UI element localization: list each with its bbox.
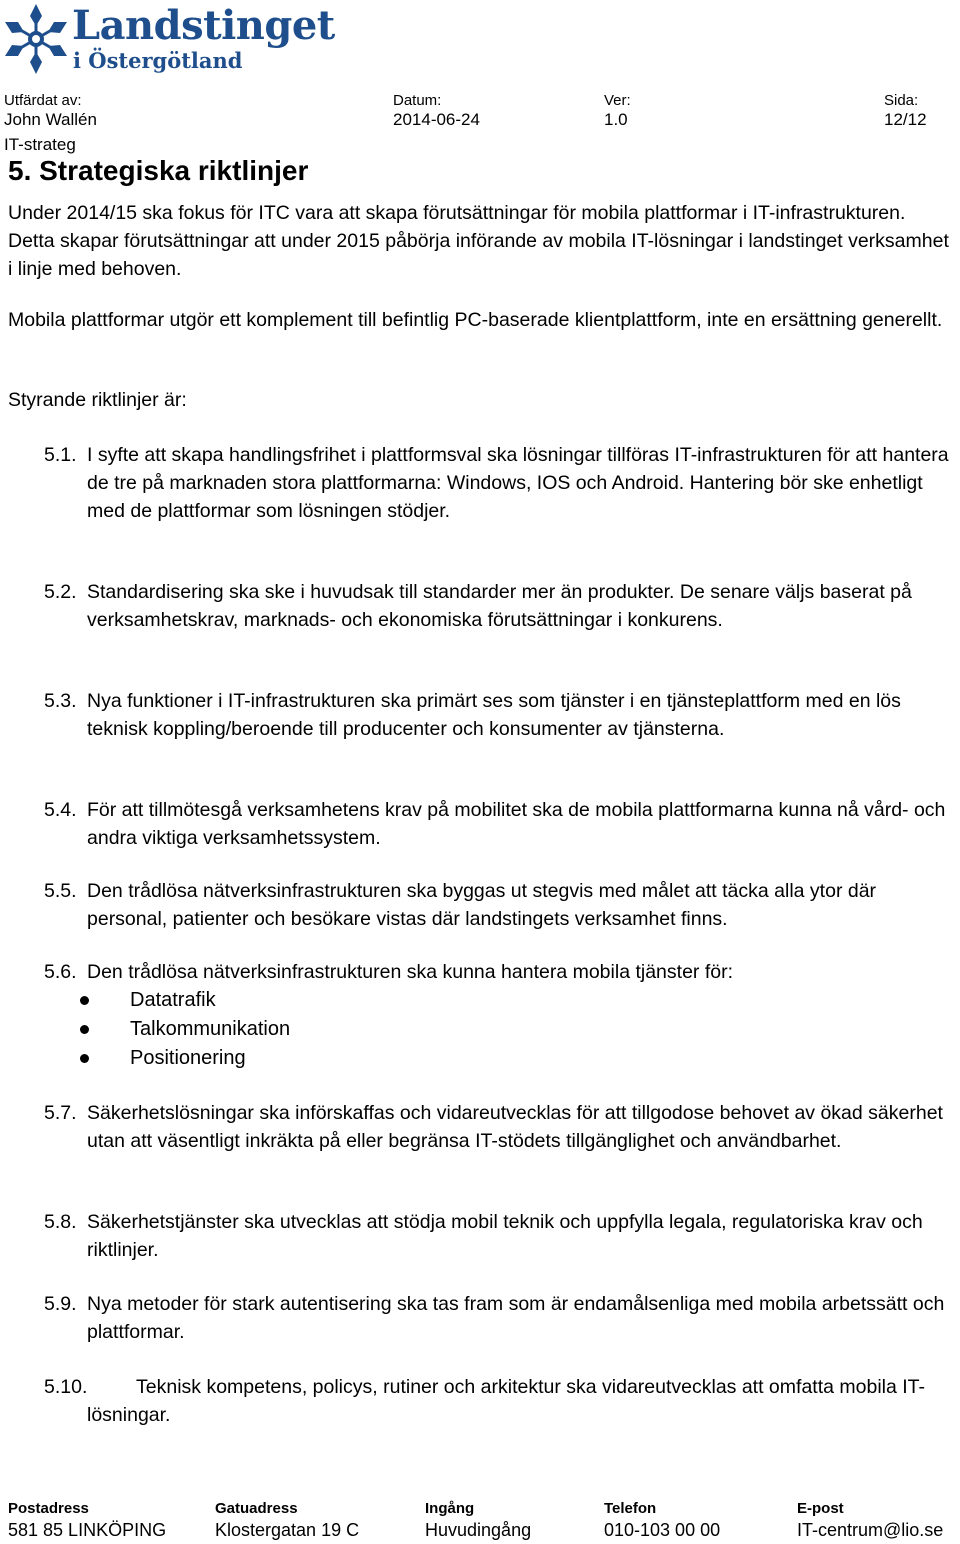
section-heading: 5. Strategiska riktlinjer [8,155,309,186]
guideline-text: Teknisk kompetens, policys, rutiner och arkitektur ska vidareutvecklas att omfatta mobila IT-lösningar. [87,1376,925,1426]
guideline-number: 5.9. [44,1293,77,1315]
guideline-text: Säkerhetstjänster ska utvecklas att stödja mobil teknik och uppfylla legala, regulatoriska krav och riktlinjer. [87,1211,923,1261]
logo-subtitle: i Östergötland [73,48,243,73]
guideline-item [44,441,956,525]
snowflake-emblem-icon [2,2,70,76]
footer-gatuadress-label: Gatuadress [215,1500,298,1517]
list-item [80,1044,290,1073]
organization-logo [0,0,335,80]
issued-by-label: Utfärdat av: [4,92,82,109]
guideline-number: 5.8. [44,1211,77,1233]
guideline-item [44,877,956,933]
complement-paragraph: Mobila plattformar utgör ett komplement till befintlig PC-baserade klientplattform, inte en ersättning generellt. [8,309,943,331]
guideline-number: 5.6. [44,961,77,983]
guideline-number: 5.7. [44,1102,77,1124]
list-item-label: Datatrafik [130,989,216,1011]
page-label: Sida: [884,92,919,109]
date-value: 2014-06-24 [393,110,480,129]
guideline-number: 5.3. [44,690,77,712]
version-value: 1.0 [604,110,628,129]
footer-telefon-value: 010-103 00 00 [604,1520,721,1540]
guideline-item [44,578,956,634]
guidelines-intro: Styrande riktlinjer är: [8,389,187,411]
footer-telefon-label: Telefon [604,1500,657,1517]
guideline-text: För att tillmötesgå verksamhetens krav på mobilitet ska de mobila plattformarna kunna nå vård- och andra viktiga verksamhetssystem. [87,799,946,849]
issued-by-unit: IT-strateg [4,135,76,154]
guideline-text: I syfte att skapa handlingsfrihet i plattformsval ska lösningar tillföras IT-infrastrukturen för att hantera de tre på marknaden stora plattformarna: Windows, IOS och Android. Hantering bör ske enhetligt med de plattformar som lösningen stödjer. [87,444,949,522]
guideline-number: 5.4. [44,799,77,821]
footer-ingang-label: Ingång [425,1500,475,1517]
intro-paragraph: Under 2014/15 ska fokus för ITC vara att skapa förutsättningar för mobila plattformar i IT-infrastrukturen. Detta skapar förutsättningar att under 2015 påbörja införande av mobila IT-lösningar i landstinget verksamhet i linje med behoven. [8,202,949,280]
list-item [80,1015,290,1044]
bullet-icon [80,996,89,1005]
footer-ingang-value: Huvudingång [425,1520,532,1540]
date-label: Datum: [393,92,442,109]
guideline-number: 5.5. [44,880,77,902]
guideline-text: Den trådlösa nätverksinfrastrukturen ska kunna hantera mobila tjänster för: [87,961,733,983]
footer-epost-link[interactable]: IT-centrum@lio.se [797,1520,944,1540]
footer-gatuadress-value: Klostergatan 19 C [215,1520,360,1540]
guideline-item [44,958,956,986]
guideline-text: Säkerhetslösningar ska införskaffas och vidareutvecklas för att tillgodose behovet av ökad säkerhet utan att väsentligt inkräkta på eller begränsa IT-stödets tillgänglighet och användbarhet. [87,1102,943,1152]
page-number: 12/12 [884,110,927,129]
issued-by-name: John Wallén [4,110,97,129]
guideline-text: Nya funktioner i IT-infrastrukturen ska primärt ses som tjänster i en tjänsteplattform med en lös teknisk koppling/beroende till producenter och konsumenter av tjänsterna. [87,690,901,740]
logo-name: Landstinget [72,2,335,49]
guideline-item [44,1373,956,1429]
footer-postadress-value: 581 85 LINKÖPING [8,1520,167,1540]
footer-epost-label: E-post [797,1500,844,1517]
version-label: Ver: [604,92,631,109]
bullet-icon [80,1025,89,1034]
list-item [80,986,290,1015]
guideline-item [44,1099,956,1155]
guideline-item [44,1208,956,1264]
list-item-label: Talkommunikation [130,1018,291,1040]
bullet-icon [80,1054,89,1063]
guideline-item [44,1290,956,1346]
guideline-item [44,687,956,743]
guideline-text: Nya metoder för stark autentisering ska tas fram som är endamålsenliga med mobila arbetssätt och plattformar. [87,1293,945,1343]
guideline-number: 5.10. [44,1376,88,1398]
footer-postadress-label: Postadress [8,1500,89,1517]
service-list [80,986,290,1073]
guideline-number: 5.2. [44,581,77,603]
guideline-item [44,796,956,852]
guideline-text: Den trådlösa nätverksinfrastrukturen ska byggas ut stegvis med målet att täcka alla ytor där personal, patienter och besökare vistas där landstingets verksamhet finns. [87,880,877,930]
list-item-label: Positionering [130,1047,246,1069]
guideline-number: 5.1. [44,444,77,466]
guideline-text: Standardisering ska ske i huvudsak till standarder mer än produkter. De senare väljs baserat på verksamhetskrav, marknads- och ekonomiska förutsättningar i konkurens. [87,581,912,631]
